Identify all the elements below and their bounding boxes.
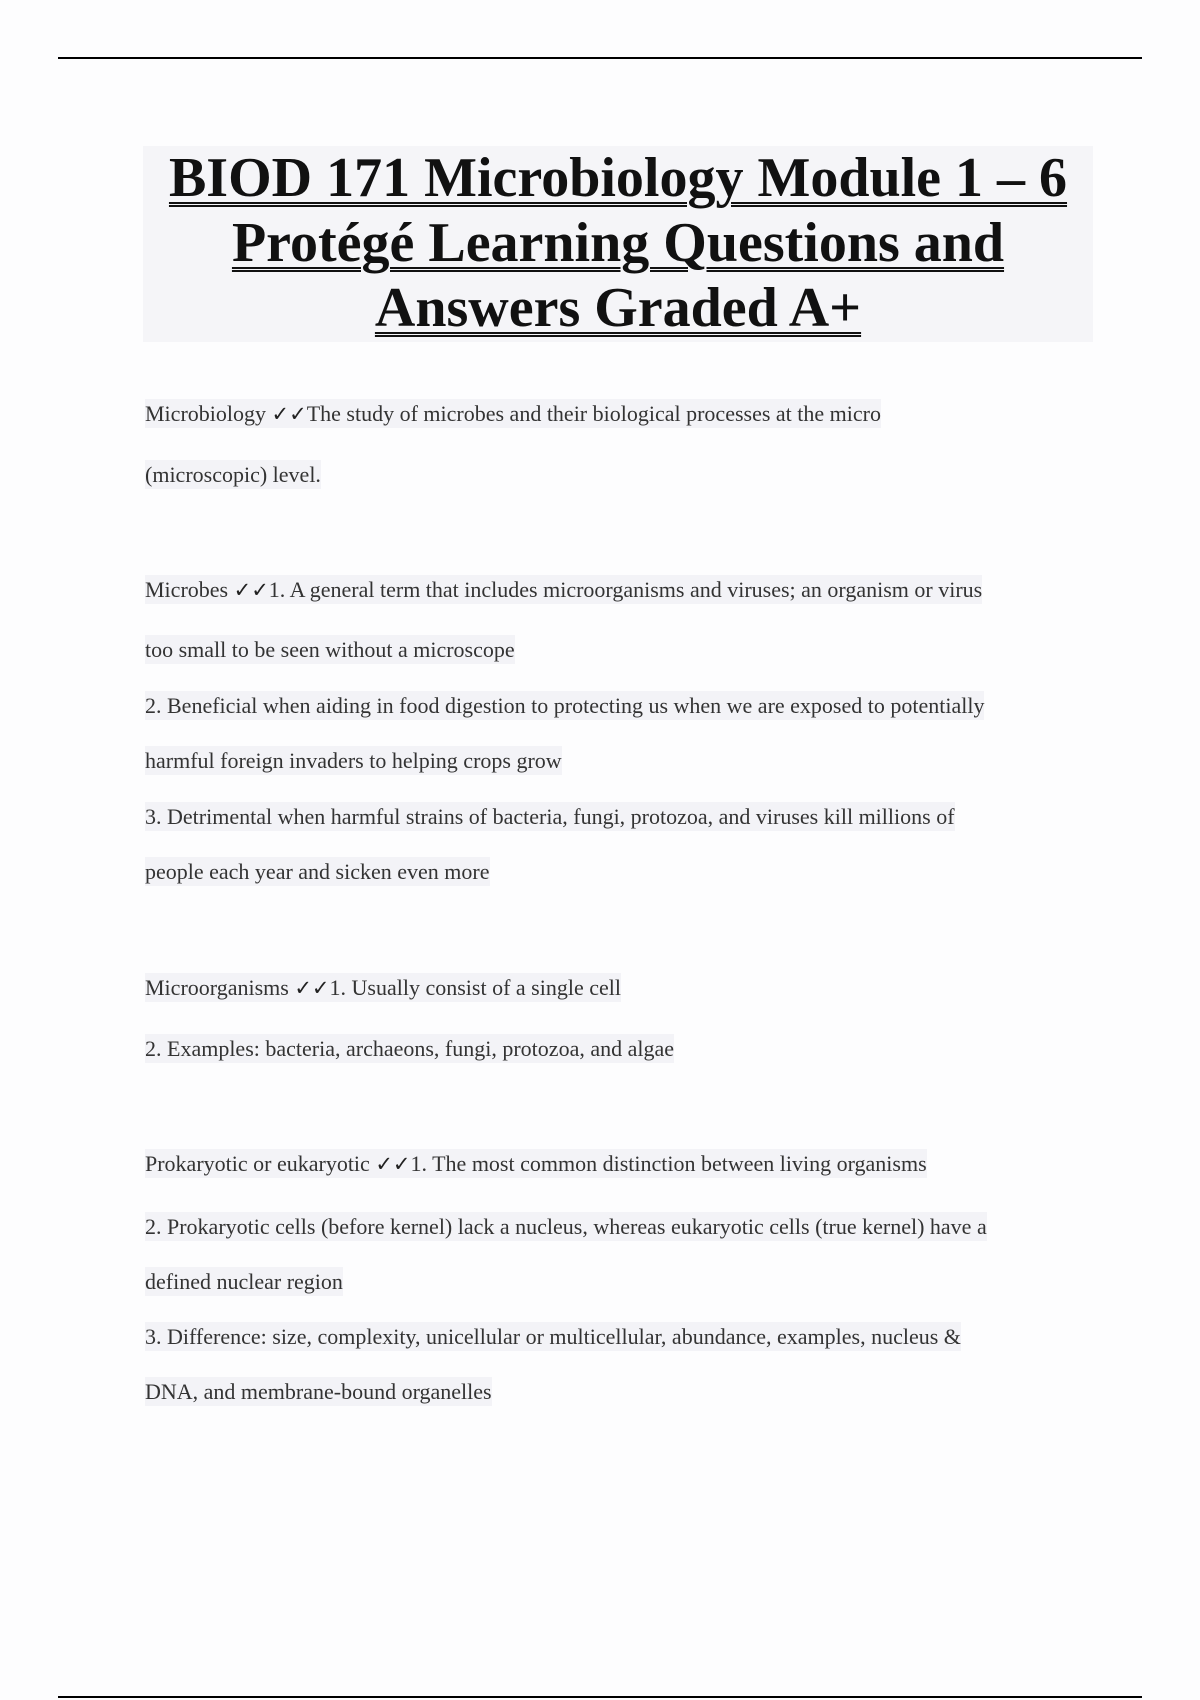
title-box: [143, 146, 1093, 342]
entry-prokaryotic-line-1: [145, 1150, 927, 1178]
double-check-icon: ✓✓: [294, 976, 330, 1000]
entry-prokaryotic-line-5: [145, 1378, 492, 1406]
entry-text: defined nuclear region: [145, 1269, 343, 1294]
entry-text: The study of microbes and their biological processes at the micro: [306, 401, 881, 426]
entry-microbes-line-4: [145, 747, 562, 775]
entry-text: 1. A general term that includes microorganisms and viruses; an organism or virus: [268, 577, 983, 602]
entry-prokaryotic-line-2: [145, 1213, 987, 1241]
entry-microbes-line-1: [145, 576, 982, 604]
entry-microbiology-line-1: [145, 400, 881, 428]
entry-microbes-line-6: [145, 858, 490, 886]
title-line-3: Answers Graded A+: [374, 277, 862, 339]
double-check-icon: ✓✓: [271, 402, 307, 426]
entry-text: (microscopic) level.: [145, 462, 321, 487]
double-check-icon: ✓✓: [375, 1152, 411, 1176]
bottom-rule: [58, 1696, 1142, 1698]
entry-text: DNA, and membrane-bound organelles: [145, 1379, 492, 1404]
entry-text: 2. Examples: bacteria, archaeons, fungi, protozoa, and algae: [145, 1036, 674, 1061]
entry-text: harmful foreign invaders to helping crops grow: [145, 748, 562, 773]
entry-text: people each year and sicken even more: [145, 859, 490, 884]
entry-term: Microorganisms: [145, 975, 289, 1000]
entry-text: 3. Detrimental when harmful strains of bacteria, fungi, protozoa, and viruses kill millions of: [145, 804, 955, 829]
entry-text: 1. Usually consist of a single cell: [329, 975, 621, 1000]
title-line-1: BIOD 171 Microbiology Module 1 – 6: [168, 147, 1068, 209]
document-title: [143, 146, 1093, 341]
entry-text: too small to be seen without a microscope: [145, 637, 515, 662]
entry-text: 1. The most common distinction between living organisms: [410, 1151, 927, 1176]
entry-prokaryotic-line-4: [145, 1323, 961, 1351]
entry-text: 3. Difference: size, complexity, unicellular or multicellular, abundance, examples, nucleus &: [145, 1324, 961, 1349]
top-rule: [58, 57, 1142, 59]
entry-text: 2. Beneficial when aiding in food digestion to protecting us when we are exposed to potentially: [145, 693, 985, 718]
entry-microorganisms-line-2: [145, 1035, 674, 1063]
entry-term: Prokaryotic or eukaryotic: [145, 1151, 370, 1176]
entry-microbes-line-2: [145, 636, 515, 664]
double-check-icon: ✓✓: [233, 578, 269, 602]
entry-microbes-line-3: [145, 692, 984, 720]
title-line-2: Protégé Learning Questions and: [231, 212, 1005, 274]
entry-microbes-line-5: [145, 803, 955, 831]
entry-prokaryotic-line-3: [145, 1268, 343, 1296]
entry-term: Microbes: [145, 577, 229, 602]
entry-term: Microbiology: [145, 401, 266, 426]
entry-text: 2. Prokaryotic cells (before kernel) lack a nucleus, whereas eukaryotic cells (true kernel) have a: [145, 1214, 987, 1239]
entry-microbiology-line-2: [145, 461, 321, 489]
entry-microorganisms-line-1: [145, 974, 621, 1002]
